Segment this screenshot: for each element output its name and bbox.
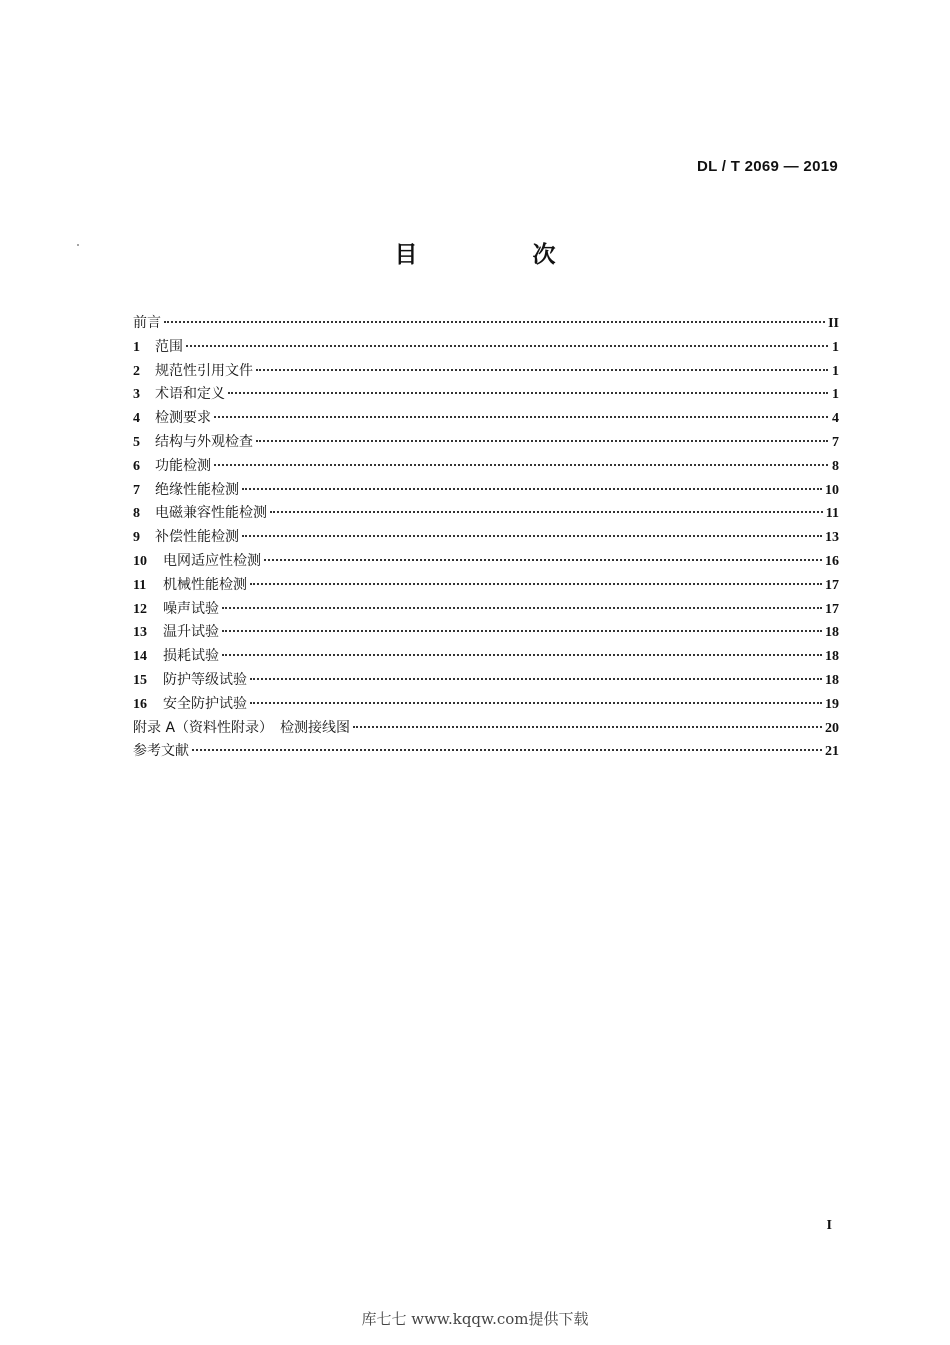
toc-leader-dots [192,748,822,751]
toc-entry-number: 3 [133,387,140,403]
toc-entry-title: 检测要求 [155,410,211,427]
toc-leader-dots [353,725,822,728]
toc-leader-dots [186,344,828,347]
toc-entry-page: 1 [832,339,839,355]
toc-entry-appendix-a[interactable] [133,717,839,741]
toc-entry-16[interactable] [133,693,839,717]
toc-entry-title: 损耗试验 [163,648,219,665]
toc-entry-title: 范围 [155,338,183,355]
toc-entry-page: 1 [832,363,839,379]
toc-leader-dots [222,629,822,632]
toc-entry-title: 机械性能检测 [163,576,247,593]
toc-entry-page: 18 [825,625,839,641]
toc-entry-7[interactable] [133,479,839,503]
toc-entry-number: 13 [133,625,147,641]
table-of-contents [133,312,839,764]
toc-entry-title: 温升试验 [163,624,219,641]
toc-entry-page: 1 [832,387,839,403]
toc-entry-1[interactable] [133,336,839,360]
toc-entry-number: 14 [133,649,147,665]
standard-code: DL / T 2069 — 2019 [696,158,838,175]
toc-leader-dots [250,582,822,585]
toc-entry-12[interactable] [133,598,839,622]
toc-entry-title: 补偿性能检测 [155,529,239,546]
toc-entry-page: 18 [825,649,839,665]
toc-entry-14[interactable] [133,645,839,669]
toc-entry-number: 6 [133,458,140,474]
toc-entry-title: 绝缘性能检测 [155,481,239,498]
toc-entry-page: 20 [825,720,839,736]
toc-entry-page: 17 [825,577,839,593]
toc-entry-title: 规范性引用文件 [155,362,253,379]
toc-leader-dots [242,534,822,537]
toc-entry-page: 13 [825,530,839,546]
page-title: 目 次 [394,242,602,268]
toc-entry-title: 电磁兼容性能检测 [155,505,267,522]
toc-entry-title: 参考文献 [133,743,189,760]
toc-entry-title: 安全防护试验 [163,695,247,712]
toc-entry-number: 2 [133,363,140,379]
toc-leader-dots [264,558,822,561]
toc-entry-title: 电网适应性检测 [163,552,261,569]
toc-entry-2[interactable] [133,360,839,384]
download-watermark: 库七七 www.kqqw.com提供下载 [361,1310,589,1328]
toc-leader-dots [222,606,822,609]
toc-leader-dots [214,463,828,466]
toc-entry-11[interactable] [133,574,839,598]
toc-entry-number: 5 [133,434,140,450]
toc-entry-10[interactable] [133,550,839,574]
toc-entry-page: 17 [825,601,839,617]
toc-entry-number: 15 [133,672,147,688]
toc-entry-page: 18 [825,672,839,688]
toc-leader-dots [214,415,828,418]
toc-entry-page: 8 [832,458,839,474]
toc-entry-page: 7 [832,434,839,450]
toc-entry-title: 防护等级试验 [163,671,247,688]
toc-entry-page: 11 [825,506,839,522]
toc-leader-dots [256,439,828,442]
toc-entry-number: 12 [133,601,147,617]
toc-entry-number: 16 [133,696,147,712]
toc-leader-dots [270,510,823,513]
toc-entry-13[interactable] [133,621,839,645]
toc-entry-page: 19 [825,696,839,712]
toc-entry-number: 11 [133,577,147,593]
toc-entry-5[interactable] [133,431,839,455]
toc-entry-6[interactable] [133,455,839,479]
toc-entry-number: 9 [133,530,140,546]
toc-entry-8[interactable] [133,502,839,526]
toc-leader-dots [222,653,822,656]
toc-entry-page: II [828,316,839,331]
toc-leader-dots [256,368,828,371]
toc-entry-number: 8 [133,506,140,522]
toc-entry-15[interactable] [133,669,839,693]
toc-entry-page: 21 [825,744,839,760]
toc-entry-title: 功能检测 [155,457,211,474]
toc-leader-dots [250,677,822,680]
toc-entry-number: 1 [133,339,140,355]
toc-entry-4[interactable] [133,407,839,431]
toc-leader-dots [250,701,822,704]
toc-entry-3[interactable] [133,383,839,407]
toc-entry-page: 10 [825,482,839,498]
toc-entry-number: 7 [133,482,140,498]
page-number: I [826,1218,832,1233]
toc-entry-number: 10 [133,553,147,569]
toc-entry-9[interactable] [133,526,839,550]
toc-entry-page: 4 [832,411,839,427]
toc-entry-references[interactable] [133,740,839,764]
toc-entry-title: 前言 [133,315,161,331]
toc-entry-title: 结构与外观检查 [155,433,253,450]
toc-leader-dots [228,391,828,394]
toc-entry-number: 4 [133,411,140,427]
toc-entry-title: 噪声试验 [163,600,219,617]
toc-entry-title: 术语和定义 [155,386,225,403]
toc-entry-title: 附录 A（资料性附录） 检测接线图 [133,719,351,736]
toc-leader-dots [242,487,822,490]
toc-entry-foreword[interactable] [133,312,839,336]
toc-entry-page: 16 [825,553,839,569]
toc-leader-dots [164,320,825,323]
